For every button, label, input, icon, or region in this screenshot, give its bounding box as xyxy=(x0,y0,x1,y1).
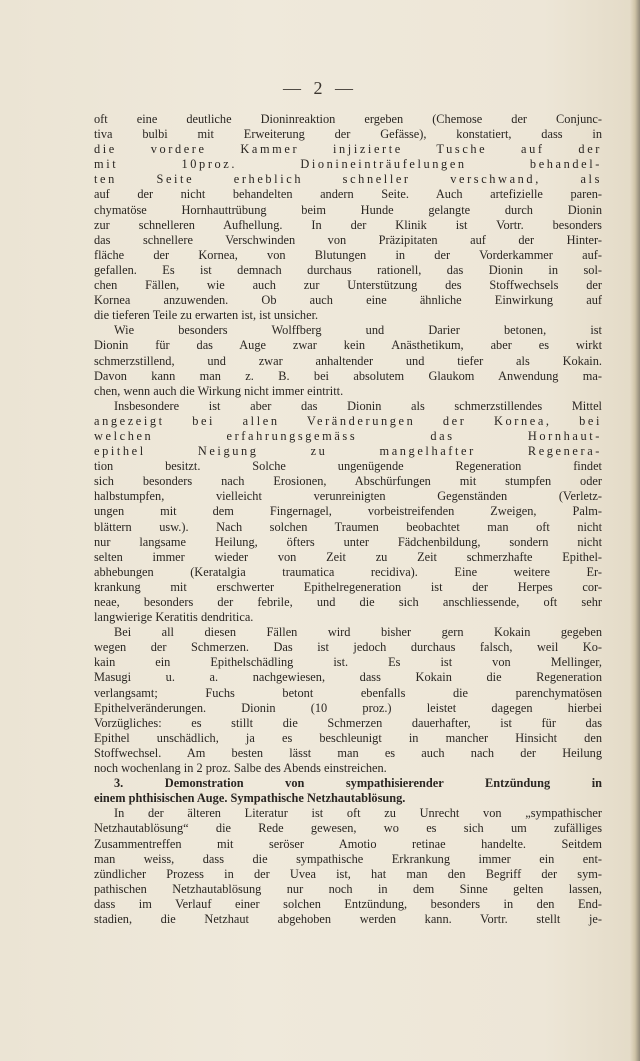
text-line: ten Seite erheblich schneller verschwand, als xyxy=(94,172,602,187)
text-line: pathischen Netzhautablösung nur noch in dem Sinne gelten lassen, xyxy=(94,881,602,896)
text-line: Zusammentreffen mit seröser Amotio retinae handelte. Seitdem xyxy=(94,836,602,851)
text-line: chymatöse Hornhauttrübung beim Hunde gelangte durch Dionin xyxy=(94,202,602,217)
text-line: Dionin für das Auge zwar kein Anästhetikum, aber es wirkt xyxy=(94,338,602,353)
text-line: In der älteren Literatur ist oft zu Unrecht von „sympathischer xyxy=(114,806,602,821)
text-line: oft eine deutliche Dioninreaktion ergeben (Chemose der Conjunc- xyxy=(94,112,602,126)
text-line: das schnellere Verschwinden von Präzipitaten auf der Hinter- xyxy=(94,232,602,247)
text-line: selten immer wieder von Zeit zu Zeit schmerzhafte Epithel- xyxy=(94,549,602,564)
text-line: langwierige Keratitis dendritica. xyxy=(94,610,254,625)
text-line: chen, wenn auch die Wirkung nicht immer eintritt. xyxy=(94,383,344,398)
text-line: sich besonders nach Erosionen, Abschürfungen mit stumpfen oder xyxy=(94,474,602,489)
body-text xyxy=(94,112,602,927)
text-line: ungen mit dem Fingernagel, vorbeistreifenden Zweigen, Palm- xyxy=(94,504,602,519)
text-line: abhebungen (Keratalgia traumatica recidiva). Eine weitere Er- xyxy=(94,564,602,579)
text-line: fläche der Kornea, von Blutungen in der Vorderkammer auf- xyxy=(94,247,602,262)
text-line: 3. Demonstration von sympathisierender Entzündung in xyxy=(114,776,602,791)
text-line: die tieferen Teile zu erwarten ist, ist unsicher. xyxy=(94,308,319,323)
text-line: Davon kann man z. B. bei absolutem Glaukom Anwendung ma- xyxy=(94,368,602,383)
text-line: dass im Verlauf einer solchen Entzündung, besonders in den End- xyxy=(94,896,602,911)
text-line: Masugi u. a. nachgewiesen, dass Kokain die Regeneration xyxy=(94,670,602,685)
text-line: man weiss, dass die sympathische Erkrankung immer ein ent- xyxy=(94,851,602,866)
text-line: blättern usw.). Nach solchen Traumen beobachtet man oft nicht xyxy=(94,519,602,534)
text-line: wegen der Schmerzen. Das ist jedoch durchaus falsch, weil Ko- xyxy=(94,640,602,655)
text-line: Kornea anzuwenden. Ob auch eine ähnliche Einwirkung auf xyxy=(94,293,602,308)
text-line: welchen erfahrungsgemäss das Hornhaut- xyxy=(94,428,602,443)
text-line: zündlicher Prozess in der Uvea ist, hat man den Begriff der sym- xyxy=(94,866,602,881)
text-line: krankung mit erschwerter Epithelregeneration ist der Herpes cor- xyxy=(94,579,602,594)
text-line: stadien, die Netzhaut abgehoben werden kann. Vortr. stellt je- xyxy=(94,911,602,926)
text-line: nur langsame Heilung, öfters unter Fädchenbildung, sondern nicht xyxy=(94,534,602,549)
text-line: Epithelveränderungen. Dionin (10 proz.) leistet dagegen hierbei xyxy=(94,700,602,715)
text-line: schmerzstillend, und zwar anhaltender und tiefer als Kokain. xyxy=(94,353,602,368)
text-line: mit 10proz. Dionineinträufelungen behandel- xyxy=(94,157,602,172)
page-edge-shadow xyxy=(630,0,640,1061)
text-line: Stoffwechsel. Am besten lässt man es auch nach der Heilung xyxy=(94,745,602,760)
text-line: Vorzügliches: es stillt die Schmerzen dauerhafter, ist für das xyxy=(94,715,602,730)
text-line: neae, besonders der febrile, und die sich anschliessende, oft sehr xyxy=(94,595,602,609)
text-line: Epithel unschädlich, ja es beschleunigt in mancher Hinsicht den xyxy=(94,730,602,745)
text-line: Bei all diesen Fällen wird bisher gern Kokain gegeben xyxy=(114,625,602,640)
text-line: die vordere Kammer injizierte Tusche auf der xyxy=(94,142,602,157)
text-line: Wie besonders Wolffberg und Darier betonen, ist xyxy=(114,323,602,338)
text-line: kain ein Epithelschädling ist. Es ist von Mellinger, xyxy=(94,655,602,670)
text-line: verlangsamt; Fuchs betont ebenfalls die parenchymatösen xyxy=(94,685,602,700)
text-line: auf der nicht behandelten andern Seite. Auch artefizielle paren- xyxy=(94,187,602,202)
page-number: — 2 — xyxy=(283,78,357,98)
text-line: tion besitzt. Solche ungenügende Regeneration findet xyxy=(94,459,602,474)
text-line: Insbesondere ist aber das Dionin als schmerzstillendes Mittel xyxy=(114,398,602,413)
text-line: halbstumpfen, vielleicht verunreinigten Gegenständen (Verletz- xyxy=(94,489,602,504)
text-line: zur schnelleren Aufhellung. In der Klinik ist Vortr. besonders xyxy=(94,217,602,232)
text-line: gefallen. Es ist demnach durchaus rationell, das Dionin in sol- xyxy=(94,262,602,277)
text-line: epithel Neigung zu mangelhafter Regenera- xyxy=(94,444,602,459)
text-line: Netzhautablösung“ die Rede gewesen, wo es sich um zufälliges xyxy=(94,821,602,836)
text-line: tiva bulbi mit Erweiterung der Gefässe), konstatiert, dass in xyxy=(94,127,602,142)
text-line: angezeigt bei allen Veränderungen der Kornea, bei xyxy=(94,413,602,428)
text-line: einem phthisischen Auge. Sympathische Netzhautablösung. xyxy=(94,791,406,806)
text-line: noch wochenlang in 2 proz. Salbe des Abends einstreichen. xyxy=(94,761,387,776)
text-line: chen Fällen, wie auch zur Unterstützung des Stoffwechsels der xyxy=(94,278,602,293)
